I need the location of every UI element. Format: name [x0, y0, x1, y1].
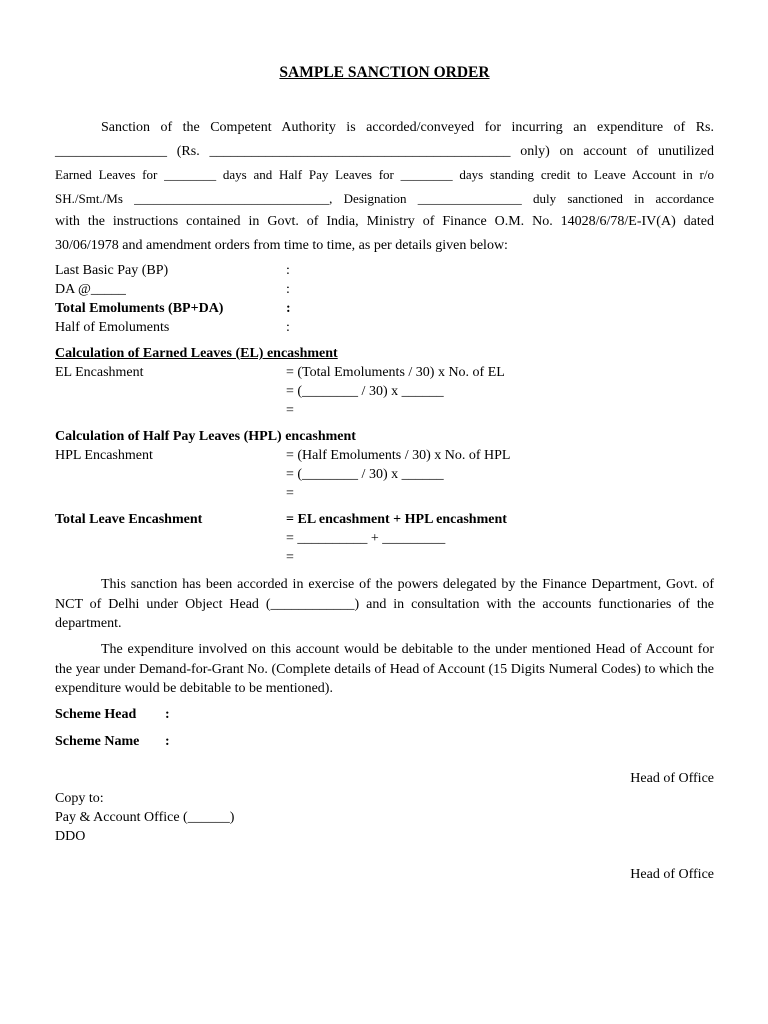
total-row: [55, 512, 714, 531]
total-formula: =: [286, 550, 294, 565]
scheme-name-colon: :: [165, 734, 170, 749]
el-heading-row: [55, 346, 714, 365]
scheme-head-label: Scheme Head: [55, 707, 137, 722]
total-label: Total Leave Encashment: [55, 512, 203, 527]
el-row: [55, 403, 714, 422]
el-row: [55, 365, 714, 384]
intro-line: 30/06/1978 and amendment orders from time to time, as per details given below:: [55, 237, 508, 253]
intro-line: SH./Smt./Ms ______________________________, Designation ________________ duly sanctioned in accordance: [55, 190, 714, 206]
hpl-heading: Calculation of Half Pay Leaves (HPL) encashment: [55, 429, 356, 444]
el-row: [55, 384, 714, 403]
total-row: [55, 550, 714, 569]
total-formula: = __________ + _________: [286, 531, 446, 546]
pay-row-label: Half of Emoluments: [55, 320, 170, 335]
scheme-name: [55, 734, 170, 750]
hpl-row: [55, 448, 714, 467]
expenditure-paragraph: The expenditure involved on this account would be debitable to the under mentioned Head of Account for the year under Demand-for-Grant No. (Complete details of Head of Account (15 Digits Numeral Codes) to which the expenditure would be debitable to be mentioned).: [55, 642, 714, 696]
pay-row-label: Total Emoluments (BP+DA): [55, 301, 224, 316]
hpl-formula: =: [286, 486, 294, 501]
scheme-head-colon: :: [165, 707, 170, 722]
intro-line: Earned Leaves for ________ days and Half Pay Leaves for ________ days standing credit to Leave Account in r/o: [55, 167, 714, 182]
hpl-formula: = (Half Emoluments / 30) x No. of HPL: [286, 448, 511, 463]
el-formula: =: [286, 403, 294, 418]
scheme-head: [55, 707, 170, 723]
scheme-name-label: Scheme Name: [55, 734, 140, 749]
copy-to-label: Copy to:: [55, 791, 104, 806]
pay-row: [55, 282, 714, 301]
page-title: SAMPLE SANCTION ORDER: [279, 64, 490, 81]
pay-row-value: :: [286, 263, 290, 278]
copy-to-item: DDO: [55, 829, 86, 844]
hpl-row: [55, 486, 714, 505]
signature-head-of-office: Head of Office: [630, 867, 714, 882]
total-formula: = EL encashment + HPL encashment: [286, 512, 507, 527]
signature-head-of-office: Head of Office: [630, 771, 714, 786]
pay-row: [55, 301, 714, 320]
intro-line: Sanction of the Competent Authority is accorded/conveyed for incurring an expenditure of Rs.: [101, 120, 714, 135]
intro-line: ________________ (Rs. ___________________________________________ only) on account of unutilized: [55, 143, 714, 159]
pay-row-label: DA @_____: [55, 282, 126, 297]
hpl-row: [55, 467, 714, 486]
pay-row-value: :: [286, 320, 290, 335]
pay-row-value: :: [286, 301, 291, 316]
hpl-formula: = (________ / 30) x ______: [286, 467, 444, 482]
powers-paragraph: This sanction has been accorded in exercise of the powers delegated by the Finance Department, Govt. of NCT of Delhi under Object Head (____________) and in consultation with the accounts functionaries of the department.: [55, 577, 714, 631]
pay-row-label: Last Basic Pay (BP): [55, 263, 169, 278]
copy-to-item: Pay & Account Office (______): [55, 810, 235, 825]
hpl-heading-row: [55, 429, 714, 448]
intro-line: with the instructions contained in Govt. of India, Ministry of Finance O.M. No. 14028/6/78/E-IV(A) dated: [55, 214, 714, 229]
el-heading: Calculation of Earned Leaves (EL) encashment: [55, 346, 338, 361]
pay-row-value: :: [286, 282, 290, 297]
total-row: [55, 531, 714, 550]
hpl-label: HPL Encashment: [55, 448, 153, 463]
pay-row: [55, 263, 714, 282]
intro-paragraph: [55, 116, 714, 257]
pay-row: [55, 320, 714, 339]
el-label: EL Encashment: [55, 365, 144, 380]
el-formula: = (Total Emoluments / 30) x No. of EL: [286, 365, 505, 380]
el-formula: = (________ / 30) x ______: [286, 384, 444, 399]
